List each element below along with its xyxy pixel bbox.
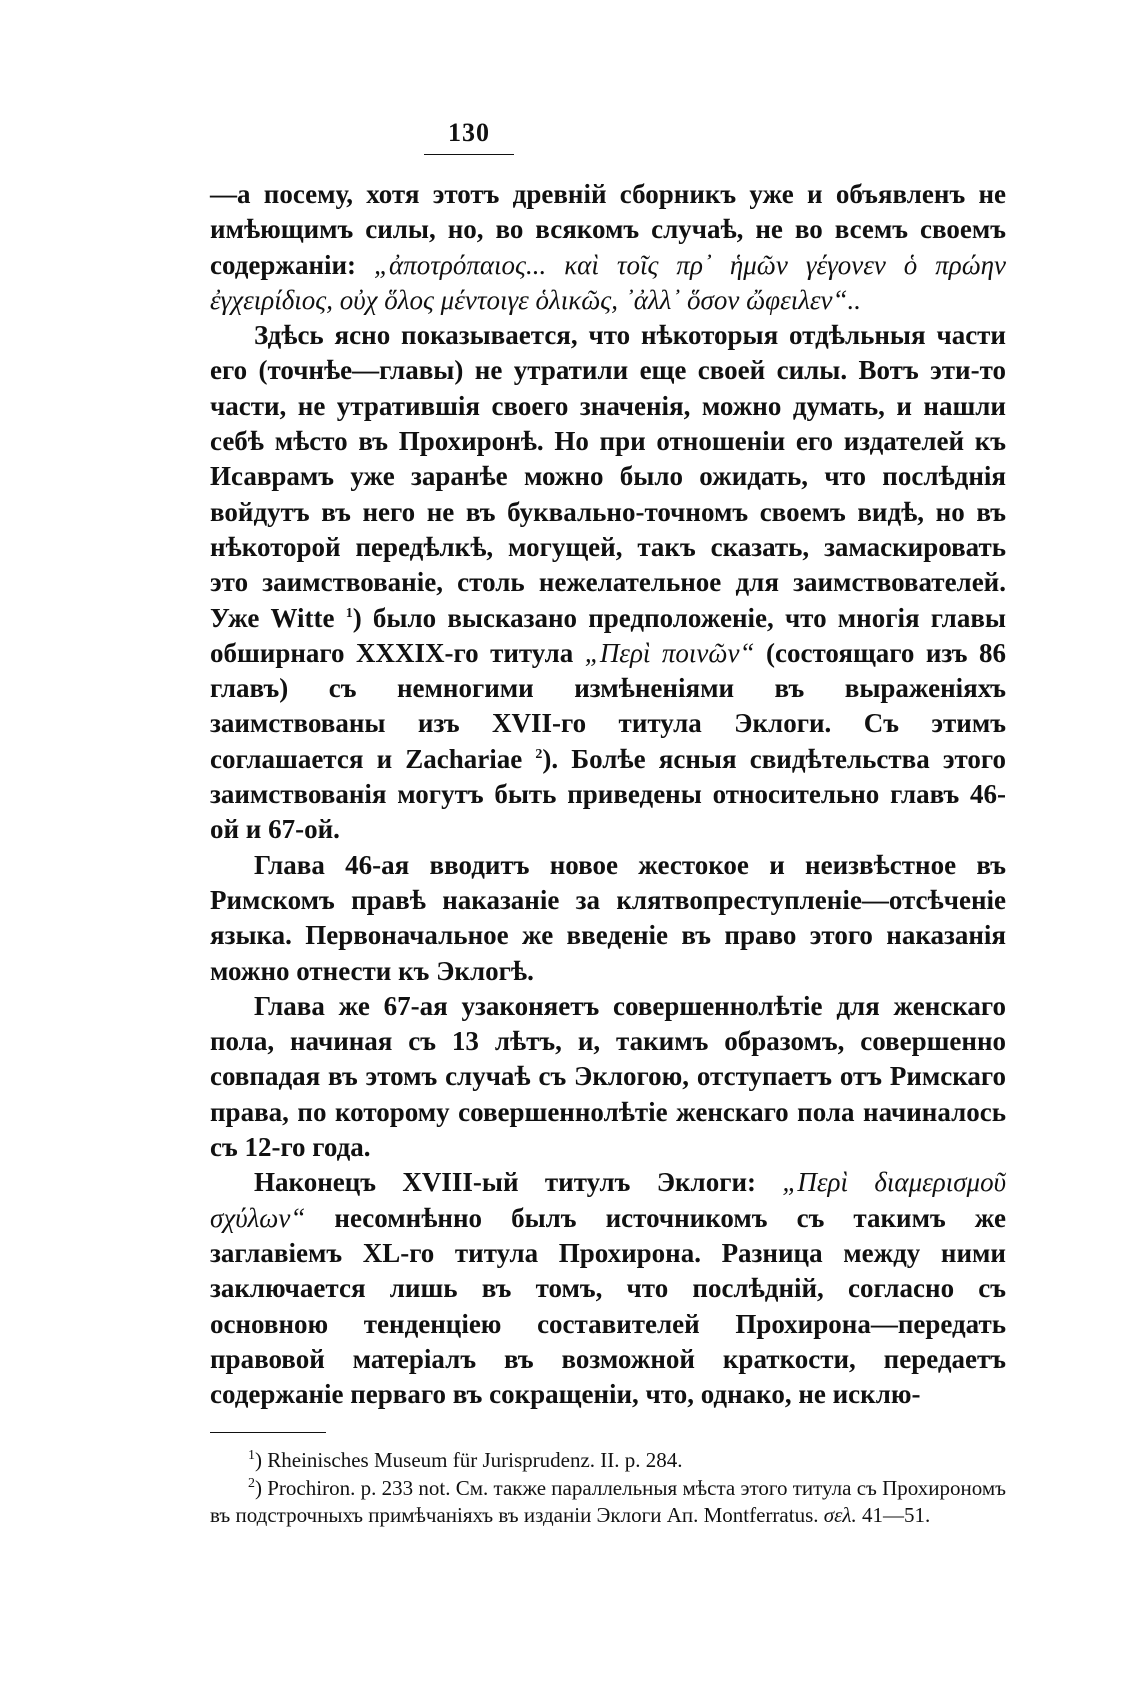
text-run: 41—51.: [856, 1503, 931, 1528]
text-run: несомнѣнно былъ источникомъ съ такимъ же заглавіемъ XL-го титула Прохирона. Разница между ними заключается лишь въ томъ, что послѣдній, согласно съ основною тенденціею составителей Прохирона—передать правовой матеріалъ въ возможной краткости, передаетъ содержаніе перваго въ сокращеніи, что, однако, не исклю-: [210, 1202, 1006, 1410]
footnote-marker: 1: [248, 1448, 255, 1464]
text-run: (состоящаго изъ 86 главъ) съ немногими измѣненіями въ выраженіяхъ заимствованы изъ XVII-го титула Эклоги. Съ этимъ соглашается и Zachariae: [210, 637, 1006, 774]
text-run: Здѣсь ясно показывается, что нѣкоторыя отдѣльныя части его (точнѣе—главы) не утратили еще своей силы. Вотъ эти-то части, не утратившія своего значенія, можно думать, и нашли себѣ мѣсто въ Прохиронѣ. Но при отношеніи его издателей къ Исаврамъ уже заранѣе можно было ожидать, что послѣднія войдутъ въ него не въ буквально-точномъ своемъ видѣ, но въ нѣкоторой передѣлкѣ, могущей, такъ сказать, замаскировать это заимствованіе, столь нежелательное для заимствователей. Уже Witte: [210, 320, 1006, 633]
footnote: [210, 1475, 1006, 1530]
page-number: 130: [424, 118, 514, 155]
body-text: [210, 177, 1006, 1412]
greek-quotation: „ἀποτρόπαιος... καὶ τοῖς πρ᾽ ἡμῶν γέγονεν ὁ πρώην ἐγχειρίδιος, οὐχ ὅλος μέντοιγε ὁλικῶς, ᾽ἀλλ᾽ ὅσον ὤφειλεν“..: [210, 249, 1006, 315]
paragraph: [210, 318, 1006, 847]
footnote-marker: 2: [248, 1475, 255, 1491]
footnotes: [210, 1447, 1006, 1530]
greek-quotation: σελ.: [823, 1503, 857, 1528]
document-page: [210, 118, 1006, 1530]
text-run: —а посему, хотя этотъ древній сборникъ уже и объявленъ не имѣющимъ силы, но, во всякомъ случаѣ, не во всемъ своемъ содержаніи:: [210, 179, 1006, 280]
greek-quotation: „Περὶ ποινῶν“: [584, 637, 755, 668]
text-run: ) Prochiron. p. 233 not. См. также параллельныя мѣста этого титула съ Прохирономъ въ подстрочныхъ примѣчаніяхъ въ изданіи Эклоги Ап. Montferratus.: [210, 1475, 1006, 1528]
paragraph: [210, 848, 1006, 989]
footnote-marker: 2: [535, 746, 543, 762]
footnote: [210, 1447, 1006, 1475]
text-run: ) Rheinisches Museum für Jurisprudenz. II. p. 284.: [255, 1448, 683, 1473]
paragraph: [210, 1165, 1006, 1412]
text-run: Наконецъ XVIII-ый титулъ Эклоги:: [254, 1167, 783, 1198]
greek-quotation: „Περὶ διαμερισμοῦ σχύλων“: [210, 1167, 1006, 1233]
footnote-divider: [210, 1432, 326, 1433]
paragraph: [210, 177, 1006, 318]
text-run: ). Болѣе ясныя свидѣтельства этого заимствованія могутъ быть приведены относительно главъ 46-ой и 67-ой.: [210, 743, 1006, 845]
paragraph: [210, 989, 1006, 1165]
text-run: ) было высказано предположеніе, что многія главы обширнаго XXXIX-го титула: [210, 602, 1006, 668]
text-run: Глава же 67-ая узаконяетъ совершеннолѣтіе для женскаго пола, начиная съ 13 лѣтъ, и, такимъ образомъ, совершенно совпадая въ этомъ случаѣ съ Эклогою, отступаетъ отъ Римскаго права, по которому совершеннолѣтіе женскаго пола начиналось съ 12-го года.: [210, 990, 1006, 1163]
text-run: Глава 46-ая вводитъ новое жестокое и неизвѣстное въ Римскомъ правѣ наказаніе за клятвопреступленіе—отсѣченіе языка. Первоначальное же введеніе въ право этого наказанія можно отнести къ Эклогѣ.: [210, 849, 1006, 986]
footnote-marker: 1: [345, 605, 353, 621]
